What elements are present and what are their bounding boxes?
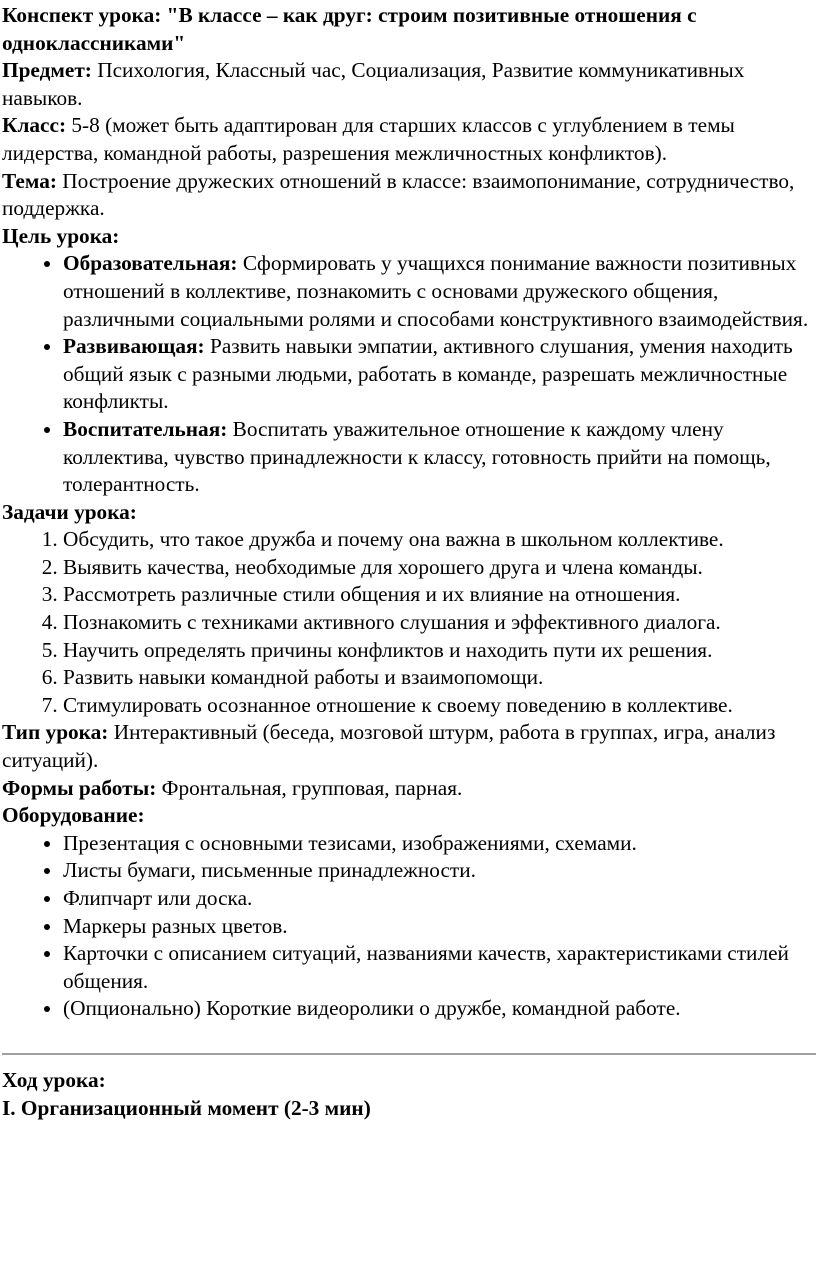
equipment-item: • Маркеры разных цветов. <box>63 913 816 941</box>
tasks-heading: Задачи урока: <box>2 499 137 524</box>
grade-line <box>2 112 816 167</box>
goal-item: • Образовательная: Сформировать у учащихся понимание важности позитивных отношений в коллективе, познакомить с основами дружеского общения, различными социальными ролями и способами конструктивного взаимодействия. <box>63 250 816 333</box>
equipment-item: • Флипчарт или доска. <box>63 885 816 913</box>
lesson-type-line <box>2 719 816 774</box>
task-item: 2. Выявить качества, необходимые для хорошего друга и члена команды. <box>63 554 816 582</box>
document-page <box>0 2 816 1122</box>
equipment-item: • Презентация с основными тезисами, изображениями, схемами. <box>63 830 816 858</box>
task-item: 3. Рассмотреть различные стили общения и их влияние на отношения. <box>63 581 816 609</box>
grade-value: 5-8 (может быть адаптирован для старших классов с углублением в темы лидерства, командной работы, разрешения межличностных конфликтов). <box>2 113 735 165</box>
topic-value: Построение дружеских отношений в классе: взаимопонимание, сотрудничество, поддержка. <box>2 168 795 221</box>
goal-item: • Развивающая: Развить навыки эмпатии, активного слушания, умения находить общий язык с разными людьми, работать в команде, разрешать межличностные конфликты. <box>63 333 816 416</box>
topic-line <box>2 168 816 223</box>
subject-value: Психология, Классный час, Социализация, Развитие коммуникативных навыков. <box>2 58 745 110</box>
equipment-heading: Оборудование: <box>2 803 145 828</box>
task-item: 5. Научить определять причины конфликтов и находить пути их решения. <box>63 637 816 665</box>
task-item: 6. Развить навыки командной работы и взаимопомощи. <box>63 664 816 692</box>
goal-item: • Воспитательная: Воспитать уважительное отношение к каждому члену коллектива, чувство принадлежности к классу, готовность прийти на помощь, толерантность. <box>63 416 816 499</box>
equipment-item: • Карточки с описанием ситуаций, названиями качеств, характеристиками стилей общения. <box>63 940 816 995</box>
horizontal-divider <box>2 1053 816 1055</box>
progress-heading: Ход урока: <box>2 1067 106 1092</box>
topic-label: Тема: <box>2 168 57 193</box>
subject-line <box>2 57 816 112</box>
equipment-list <box>2 830 816 1023</box>
lesson-type-value: Интерактивный (беседа, мозговой штурм, работа в группах, игра, анализ ситуаций). <box>2 720 776 773</box>
work-forms-line <box>2 775 816 803</box>
work-forms-value: Фронтальная, групповая, парная. <box>156 775 463 800</box>
grade-label: Класс: <box>2 113 67 138</box>
equipment-item: • (Опционально) Короткие видеоролики о дружбе, командной работе. <box>63 995 816 1023</box>
tasks-list <box>2 526 816 719</box>
task-item: 7. Стимулировать осознанное отношение к своему поведению в коллективе. <box>63 692 816 720</box>
lesson-type-label: Тип урока: <box>2 720 109 745</box>
work-forms-label: Формы работы: <box>2 775 157 800</box>
goals-list <box>2 250 816 498</box>
goals-heading: Цель урока: <box>2 223 120 248</box>
task-item: 4. Познакомить с техниками активного слушания и эффективного диалога. <box>63 609 816 637</box>
task-item: 1. Обсудить, что такое дружба и почему она важна в школьном коллективе. <box>63 526 816 554</box>
subject-label: Предмет: <box>2 58 92 83</box>
equipment-item: • Листы бумаги, письменные принадлежности. <box>63 857 816 885</box>
section-heading: I. Организационный момент (2-3 мин) <box>2 1095 371 1120</box>
document-title: Конспект урока: "В классе – как друг: строим позитивные отношения с одноклассниками" <box>2 3 697 55</box>
